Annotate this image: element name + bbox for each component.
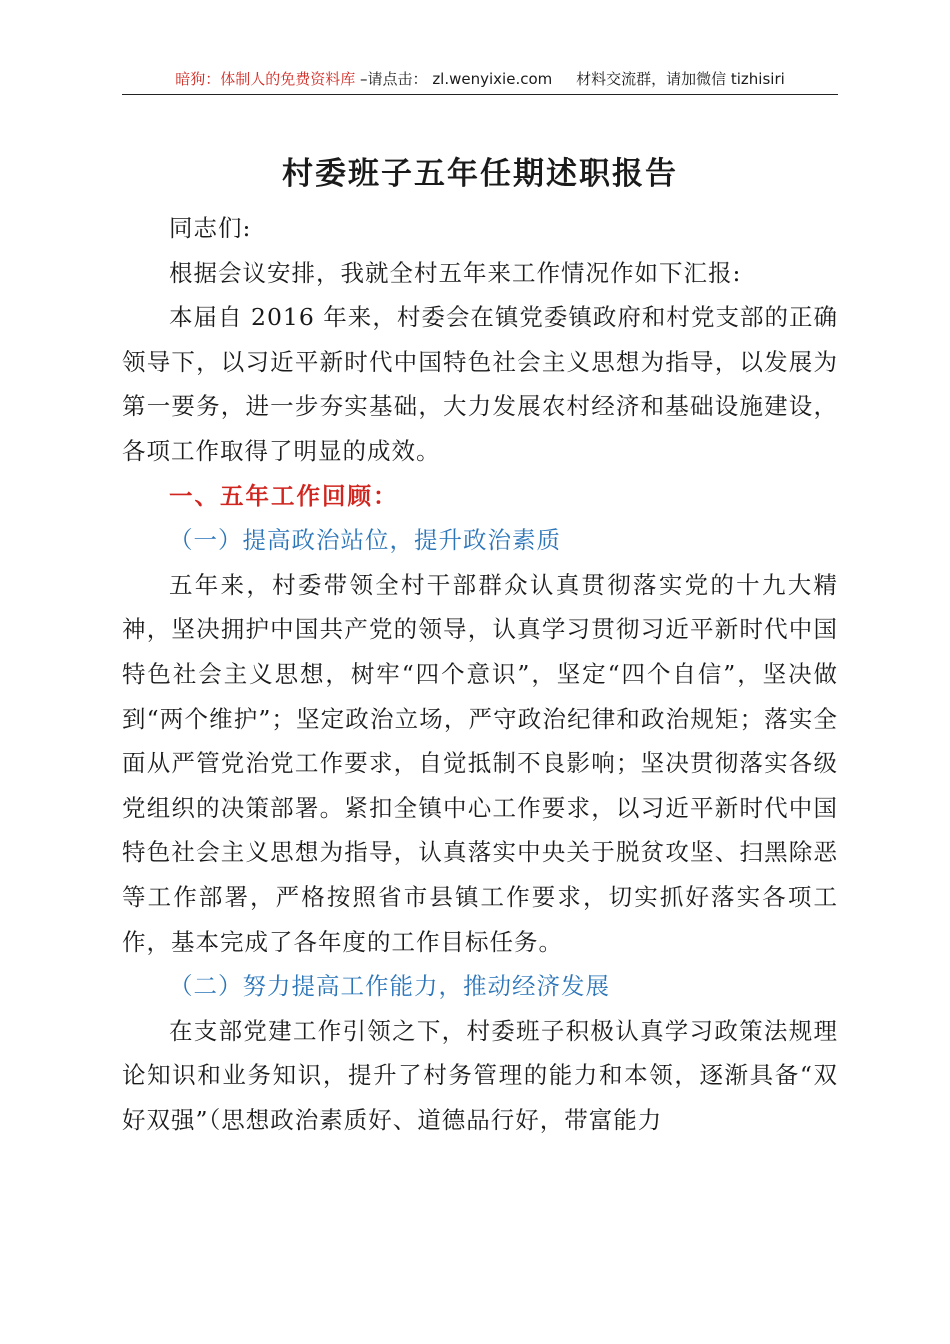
page-header — [122, 68, 838, 90]
document-body — [122, 206, 838, 1142]
document-title: 村委班子五年任期述职报告 — [282, 156, 678, 192]
header-link-prefix: –请点击： — [360, 70, 428, 88]
paragraph-1: 本届自 2016 年来，村委会在镇党委镇政府和村党支部的正确领导下，以习近平新时代中国特色社会主义思想为指导，以发展为第一要务，进一步夯实基础，大力发展农村经济和基础设施建设，各项工作取得了明显的成效。 — [122, 303, 838, 465]
header-contact: 材料交流群，请加微信 tizhisiri — [576, 70, 785, 88]
header-divider — [122, 94, 838, 95]
salutation: 同志们: — [169, 214, 252, 242]
intro-paragraph: 根据会议安排，我就全村五年来工作情况作如下汇报: — [169, 258, 742, 287]
subsection-1-heading: （一）提高政治站位，提升政治素质 — [169, 526, 561, 555]
header-brand: 暗狗：体制人的免费资料库 — [175, 70, 356, 88]
subsection-2-heading: （二）努力提高工作能力，推动经济发展 — [169, 972, 610, 1001]
section-1-heading: 一、五年工作回顾： — [169, 481, 399, 510]
header-url-link[interactable]: zl.wenyixie.com — [432, 70, 553, 88]
subsection-2-body: 在支部党建工作引领之下，村委班子积极认真学习政策法规理论知识和业务知识，提升了村务管理的能力和本领，逐渐具备“双好双强”（思想政治素质好、道德品行好，带富能力 — [122, 1016, 838, 1134]
subsection-1-body: 五年来，村委带领全村干部群众认真贯彻落实党的十九大精神，坚决拥护中国共产党的领导，认真学习贯彻习近平新时代中国特色社会主义思想，树牢“四个意识”，坚定“四个自信”，坚决做到“两个维护”；坚定政治立场，严守政治纪律和政治规矩；落实全面从严管党治党工作要求，自觉抵制不良影响；坚决贯彻落实各级党组织的决策部署。紧扣全镇中心工作要求，以习近平新时代中国特色社会主义思想为指导，认真落实中央关于脱贫攻坚、扫黑除恶等工作部署，严格按照省市县镇工作要求，切实抓好落实各项工作，基本完成了各年度的工作目标任务。 — [122, 570, 838, 956]
